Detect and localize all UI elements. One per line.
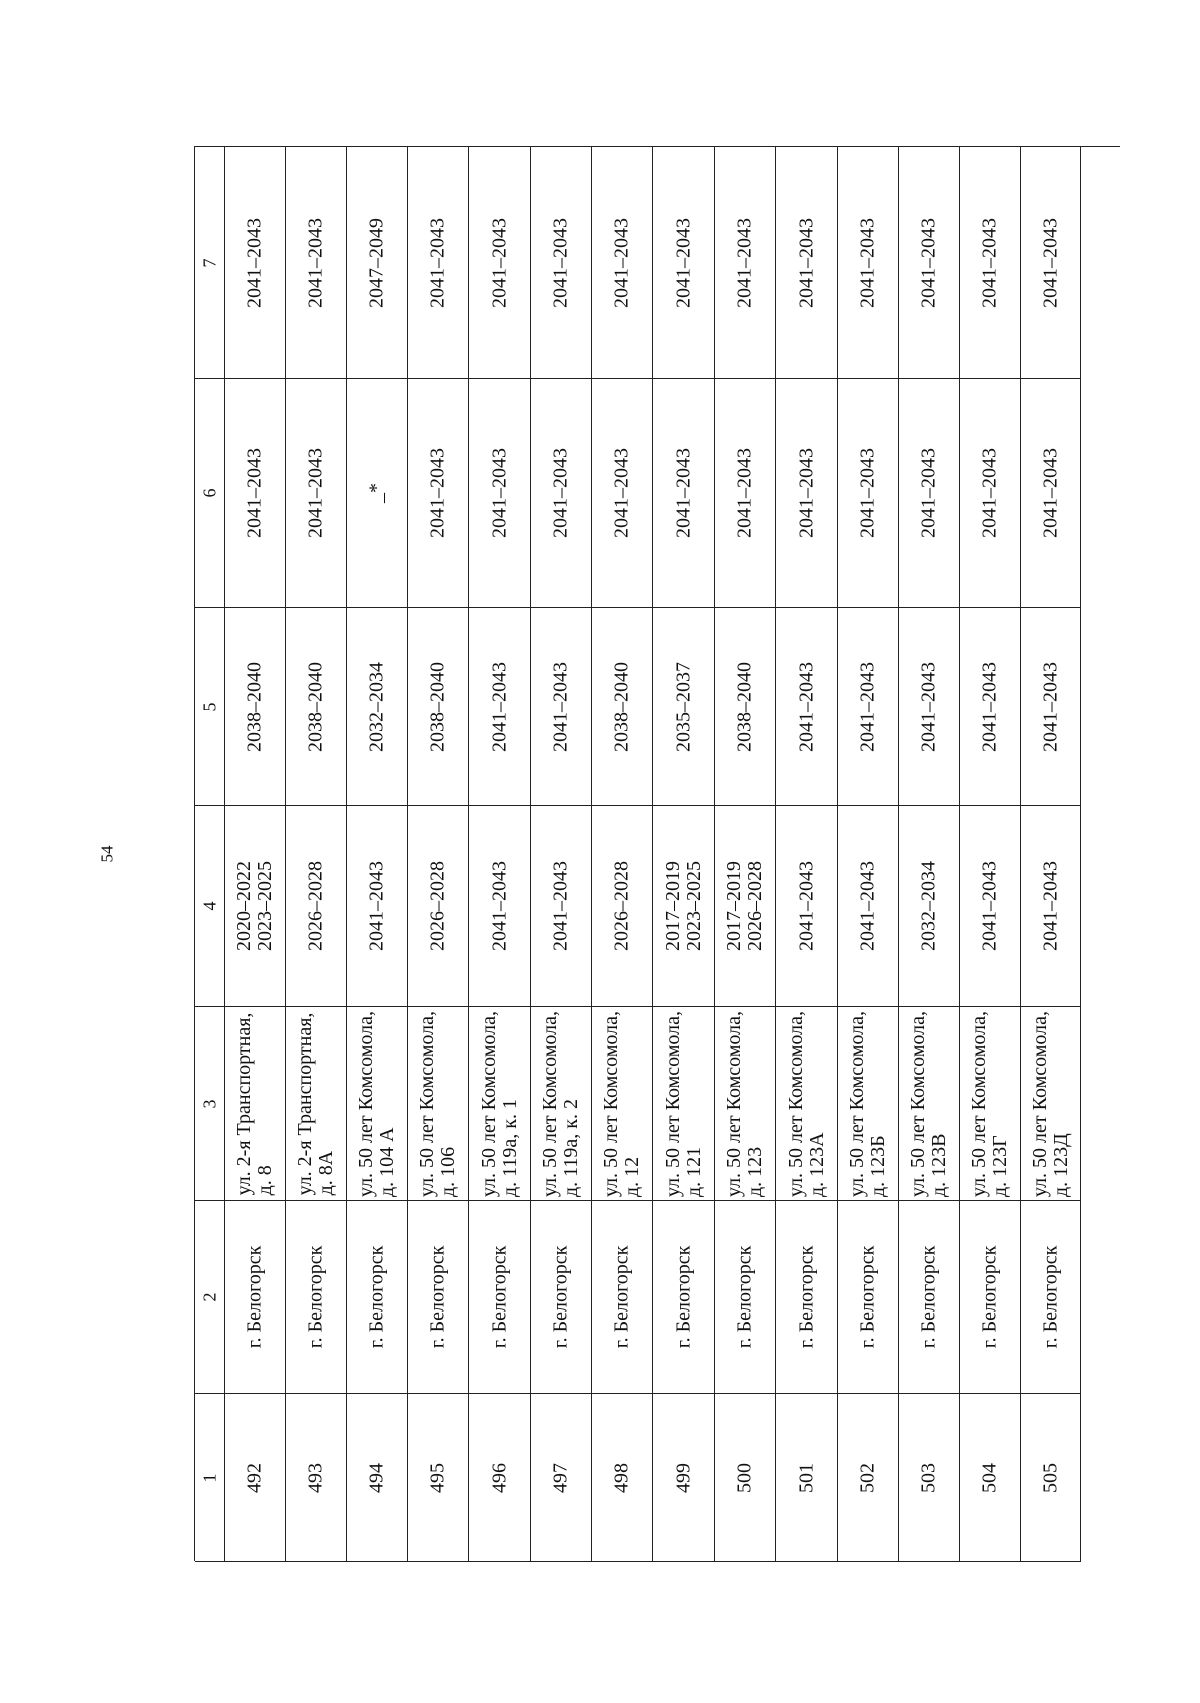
table-cell-city <box>776 1201 838 1394</box>
cell-line: 2026–2028 <box>610 861 633 951</box>
cell-text: 2041–2043 <box>1039 661 1061 752</box>
table-cell-period-col7 <box>347 147 408 379</box>
cell-line: ул. 50 лет Комсомола, <box>539 1010 561 1197</box>
table-cell-row-number <box>776 1394 838 1562</box>
cell-text <box>858 861 879 951</box>
table-cell-period-col6 <box>960 379 1021 608</box>
cell-text <box>663 861 705 951</box>
header-cell-3 <box>195 1007 225 1201</box>
cell-text <box>540 1010 582 1196</box>
table-cell-period-col6 <box>347 379 408 608</box>
cell-text: 2038–2040 <box>243 661 266 752</box>
header-cell-4 <box>195 806 225 1007</box>
table-cell-period-col5 <box>408 608 469 806</box>
cell-line: 2020–2022 <box>233 861 255 951</box>
cell-text <box>234 1012 276 1195</box>
cell-text: 503 <box>917 1462 940 1493</box>
table-cell-period-col5 <box>960 608 1021 806</box>
cell-text: 2041–2043 <box>488 217 510 308</box>
table-cell-row-number <box>347 1394 408 1562</box>
table-cell-address <box>653 1007 715 1201</box>
cell-line: д. 123А <box>805 1131 828 1197</box>
cell-text: 2041–2043 <box>856 217 879 308</box>
cell-text <box>908 1010 950 1196</box>
table-cell-city <box>592 1201 653 1394</box>
cell-text <box>479 1010 521 1196</box>
cell-text <box>601 1010 643 1196</box>
table-cell-row-number <box>286 1394 347 1562</box>
cell-line: 2041–2043 <box>978 861 1001 951</box>
cell-text: 2041–2043 <box>426 448 449 538</box>
table-cell-period-col6 <box>531 379 592 608</box>
table-cell-period-col4 <box>286 806 347 1007</box>
cell-line: 2026–2028 <box>304 861 327 951</box>
cell-line: д. 121 <box>682 1146 705 1197</box>
cell-text <box>306 861 327 951</box>
table-cell-period-col7 <box>776 147 838 379</box>
table-cell-city <box>469 1201 531 1394</box>
cell-line: д. 8 <box>254 1164 276 1195</box>
cell-text: 2041–2043 <box>978 448 1001 538</box>
page-number-text: 54 <box>97 845 116 863</box>
table-cell-period-col5 <box>531 608 592 806</box>
cell-text: г. Белогорск <box>672 1245 694 1349</box>
table-cell-city <box>286 1201 347 1394</box>
table-cell-row-number <box>715 1394 776 1562</box>
table-cell-address <box>592 1007 653 1201</box>
table-cell-row-number <box>960 1394 1021 1562</box>
cell-line: 2041–2043 <box>795 861 817 951</box>
table-cell-row-number <box>531 1394 592 1562</box>
table-cell-period-col7 <box>899 147 960 379</box>
cell-line: 2041–2043 <box>856 861 879 951</box>
cell-line: 2032–2034 <box>917 861 940 951</box>
cell-line: 2017–2019 <box>723 861 745 951</box>
cell-line: д. 123Д <box>1049 1132 1072 1197</box>
cell-text <box>724 861 766 951</box>
table-cell-period-col4 <box>408 806 469 1007</box>
table-cell-address <box>531 1007 592 1201</box>
cell-line: ул. 50 лет Комсомола, <box>846 1010 868 1197</box>
table-cell-period-col6 <box>469 379 531 608</box>
cell-line: д. 123Г <box>989 1134 1011 1197</box>
table-cell-row-number <box>408 1394 469 1562</box>
table-cell-period-col5 <box>899 608 960 806</box>
cell-text <box>489 861 510 951</box>
table-cell-row-number <box>469 1394 531 1562</box>
header-label: 5 <box>199 702 219 711</box>
cell-line: ул. 50 лет Комсомола, <box>600 1010 622 1197</box>
cell-text: 2041–2043 <box>610 448 633 538</box>
cell-text <box>1040 861 1061 951</box>
cell-text: 2041–2043 <box>1039 448 1061 538</box>
cell-text: 2041–2043 <box>856 661 879 752</box>
header-label: 2 <box>199 1292 219 1302</box>
table-cell-city <box>408 1201 469 1394</box>
cell-text <box>847 1010 889 1196</box>
cell-text <box>367 861 388 951</box>
header-cell-5 <box>195 608 225 806</box>
cell-line: 2017–2019 <box>661 861 684 951</box>
table-cell-city <box>899 1201 960 1394</box>
cell-text: 2041–2043 <box>426 217 449 308</box>
cell-text: г. Белогорск <box>856 1245 879 1349</box>
cell-line: д. 123 <box>744 1146 766 1197</box>
cell-line: 2026–2028 <box>744 861 766 951</box>
table-cell-period-col7 <box>1021 147 1081 379</box>
table-cell-period-col7 <box>469 147 531 379</box>
cell-text: 2041–2043 <box>1039 217 1061 308</box>
cell-line: д. 123В <box>928 1133 950 1197</box>
cell-line: д. 106 <box>437 1146 459 1197</box>
cell-text <box>724 1010 766 1196</box>
table-cell-period-col5 <box>469 608 531 806</box>
cell-text: г. Белогорск <box>243 1245 266 1349</box>
cell-text <box>663 1010 705 1196</box>
table-cell-period-col5 <box>1021 608 1081 806</box>
cell-line: д. 119а, к. 1 <box>498 1098 521 1197</box>
header-label: 4 <box>199 901 219 911</box>
cell-text: г. Белогорск <box>488 1245 510 1349</box>
cell-text: 2032–2034 <box>365 661 388 752</box>
header-cell-6 <box>195 379 225 608</box>
table-cell-city <box>531 1201 592 1394</box>
table-cell-address <box>1021 1007 1081 1201</box>
header-label: 3 <box>199 1099 219 1108</box>
table-cell-period-col5 <box>592 608 653 806</box>
table-cell-period-col4 <box>838 806 899 1007</box>
table-cell-address <box>715 1007 776 1201</box>
cell-text: 2038–2040 <box>426 661 449 752</box>
table-cell-period-col6 <box>592 379 653 608</box>
cell-text: 505 <box>1039 1462 1061 1493</box>
cell-text: 2041–2043 <box>917 661 940 752</box>
cell-text <box>969 1010 1011 1196</box>
cell-text: 497 <box>549 1462 572 1493</box>
cell-text: 500 <box>733 1462 756 1493</box>
table-cell-period-col6 <box>408 379 469 608</box>
table-cell-row-number <box>225 1394 286 1562</box>
cell-text <box>612 861 633 951</box>
cell-text: 494 <box>365 1462 388 1493</box>
table-cell-period-col4 <box>347 806 408 1007</box>
cell-text: г. Белогорск <box>978 1245 1001 1349</box>
cell-text: 2041–2043 <box>978 661 1001 752</box>
table-cell-city <box>225 1201 286 1394</box>
cell-text <box>428 861 449 951</box>
cell-line: д. 104 А <box>376 1126 398 1197</box>
table-cell-address <box>225 1007 286 1201</box>
table-cell-period-col5 <box>653 608 715 806</box>
cell-text: 2041–2043 <box>795 661 817 752</box>
table-cell-period-col4 <box>225 806 286 1007</box>
cell-text <box>551 861 572 951</box>
cell-text: 2041–2043 <box>488 661 510 752</box>
cell-text: 2041–2043 <box>549 661 572 752</box>
cell-text: г. Белогорск <box>365 1245 388 1349</box>
table-cell-period-col7 <box>715 147 776 379</box>
cell-text: 2038–2040 <box>304 661 327 752</box>
cell-text: 2041–2043 <box>795 217 817 308</box>
header-cell-1 <box>195 1394 225 1562</box>
cell-line: ул. 50 лет Комсомола, <box>907 1010 929 1197</box>
cell-text <box>295 1012 337 1195</box>
cell-line: ул. 2-я Транспортная, <box>233 1012 255 1195</box>
table-cell-period-col4 <box>715 806 776 1007</box>
table-cell-period-col7 <box>531 147 592 379</box>
table-cell-period-col6 <box>715 379 776 608</box>
table-cell-period-col5 <box>286 608 347 806</box>
cell-text: 2041–2043 <box>549 448 572 538</box>
header-label: 7 <box>199 258 219 267</box>
table-cell-period-col7 <box>592 147 653 379</box>
table-cell-period-col6 <box>1021 379 1081 608</box>
cell-line: 2023–2025 <box>682 861 705 951</box>
table-cell-period-col6 <box>653 379 715 608</box>
cell-text: 495 <box>426 1462 449 1493</box>
cell-text: 2041–2043 <box>610 217 633 308</box>
cell-text: 504 <box>978 1462 1001 1493</box>
cell-text: 2041–2043 <box>733 448 756 538</box>
table-cell-period-col7 <box>653 147 715 379</box>
cell-line: 2026–2028 <box>426 861 449 951</box>
cell-text: 492 <box>243 1462 266 1493</box>
cell-line: д. 12 <box>621 1156 643 1197</box>
cell-text: 496 <box>488 1462 510 1493</box>
table-cell-period-col4 <box>960 806 1021 1007</box>
cell-text: 502 <box>856 1462 879 1493</box>
cell-text <box>234 861 276 951</box>
table-cell-address <box>776 1007 838 1201</box>
cell-text: 493 <box>304 1462 327 1493</box>
cell-text: 2041–2043 <box>978 217 1001 308</box>
cell-line: ул. 50 лет Комсомола, <box>416 1010 438 1197</box>
table-cell-period-col5 <box>225 608 286 806</box>
cell-text: 2047–2049 <box>365 217 388 308</box>
table-cell-city <box>960 1201 1021 1394</box>
table-cell-period-col7 <box>960 147 1021 379</box>
table-cell-address <box>838 1007 899 1201</box>
cell-line: ул. 50 лет Комсомола, <box>1028 1010 1051 1197</box>
header-cell-7 <box>195 147 225 379</box>
table-cell-period-col5 <box>715 608 776 806</box>
table-cell-period-col7 <box>225 147 286 379</box>
table-cell-period-col6 <box>899 379 960 608</box>
table-cell-period-col4 <box>653 806 715 1007</box>
cell-line: 2041–2043 <box>549 861 572 951</box>
page-number <box>93 842 121 866</box>
cell-line: д. 8А <box>315 1150 337 1195</box>
table-cell-period-col4 <box>776 806 838 1007</box>
table-cell-address <box>286 1007 347 1201</box>
cell-text <box>980 861 1001 951</box>
table-cell-period-col4 <box>469 806 531 1007</box>
table-cell-period-col5 <box>838 608 899 806</box>
table-cell-address <box>469 1007 531 1201</box>
table-cell-period-col7 <box>408 147 469 379</box>
cell-text: 2041–2043 <box>304 448 327 538</box>
table-cell-city <box>838 1201 899 1394</box>
table-cell-address <box>347 1007 408 1201</box>
table-cell-row-number <box>1021 1394 1081 1562</box>
cell-text: 2041–2043 <box>917 217 940 308</box>
cell-line: ул. 50 лет Комсомола, <box>968 1010 990 1197</box>
cell-text: 2041–2043 <box>795 448 817 538</box>
cell-text: 2041–2043 <box>304 217 327 308</box>
table-cell-period-col6 <box>286 379 347 608</box>
table-cell-address <box>960 1007 1021 1201</box>
cell-text: 2038–2040 <box>733 661 756 752</box>
cell-line: 2023–2025 <box>254 861 276 951</box>
table-cell-period-col7 <box>286 147 347 379</box>
cell-line: ул. 50 лет Комсомола, <box>661 1010 684 1197</box>
table-cell-row-number <box>592 1394 653 1562</box>
cell-line: 2041–2043 <box>365 861 388 951</box>
cell-text: 2041–2043 <box>488 448 510 538</box>
header-label: 1 <box>199 1473 219 1482</box>
table-cell-period-col5 <box>776 608 838 806</box>
cell-text: _* <box>365 483 388 503</box>
cell-text: г. Белогорск <box>1039 1245 1061 1349</box>
table-cell-row-number <box>899 1394 960 1562</box>
cell-text <box>796 861 817 951</box>
cell-line: 2041–2043 <box>1039 861 1061 951</box>
cell-line: д. 123Б <box>867 1134 889 1197</box>
cell-text: г. Белогорск <box>795 1245 817 1349</box>
cell-text: 2041–2043 <box>672 448 694 538</box>
cell-text: г. Белогорск <box>426 1245 449 1349</box>
cell-line: 2041–2043 <box>488 861 510 951</box>
table-cell-period-col4 <box>592 806 653 1007</box>
table-cell-city <box>715 1201 776 1394</box>
cell-line: ул. 50 лет Комсомола, <box>784 1010 807 1197</box>
table-cell-city <box>1021 1201 1081 1394</box>
table-cell-address <box>899 1007 960 1201</box>
table-cell-period-col5 <box>347 608 408 806</box>
table-cell-period-col4 <box>1021 806 1081 1007</box>
cell-text: 2041–2043 <box>856 448 879 538</box>
table-cell-period-col6 <box>225 379 286 608</box>
cell-text <box>919 861 940 951</box>
table-cell-period-col4 <box>531 806 592 1007</box>
cell-text: г. Белогорск <box>549 1245 572 1349</box>
cell-line: ул. 50 лет Комсомола, <box>477 1010 500 1197</box>
cell-text <box>786 1010 828 1196</box>
header-label: 6 <box>199 488 219 498</box>
table-cell-period-col7 <box>838 147 899 379</box>
cell-text: 501 <box>795 1462 817 1493</box>
cell-text: 2038–2040 <box>610 661 633 752</box>
cell-text: г. Белогорск <box>610 1245 633 1349</box>
cell-text: 2041–2043 <box>243 448 266 538</box>
table-cell-period-col6 <box>838 379 899 608</box>
table-cell-city <box>653 1201 715 1394</box>
cell-text: 2035–2037 <box>672 661 694 752</box>
table-cell-row-number <box>653 1394 715 1562</box>
cell-text <box>356 1010 398 1196</box>
cell-text: 2041–2043 <box>917 448 940 538</box>
cell-text: 499 <box>672 1462 694 1493</box>
header-cell-2 <box>195 1201 225 1394</box>
table-cell-address <box>408 1007 469 1201</box>
table-cell-period-col6 <box>776 379 838 608</box>
cell-text: г. Белогорск <box>917 1245 940 1349</box>
cell-text: г. Белогорск <box>304 1245 327 1349</box>
table-cell-period-col4 <box>899 806 960 1007</box>
cell-text: г. Белогорск <box>733 1245 756 1349</box>
cell-text: 2041–2043 <box>549 217 572 308</box>
cell-line: ул. 50 лет Комсомола, <box>723 1010 745 1197</box>
cell-text: 2041–2043 <box>243 217 266 308</box>
table-cell-row-number <box>838 1394 899 1562</box>
cell-line: д. 119а, к. 2 <box>560 1098 582 1197</box>
data-table <box>194 146 1120 1561</box>
cell-text: 498 <box>610 1462 633 1493</box>
table-cell-city <box>347 1201 408 1394</box>
cell-line: ул. 2-я Транспортная, <box>294 1012 316 1195</box>
cell-text: 2041–2043 <box>672 217 694 308</box>
cell-line: ул. 50 лет Комсомола, <box>355 1010 377 1197</box>
cell-text <box>417 1010 459 1196</box>
cell-text: 2041–2043 <box>733 217 756 308</box>
cell-text <box>1030 1010 1072 1196</box>
